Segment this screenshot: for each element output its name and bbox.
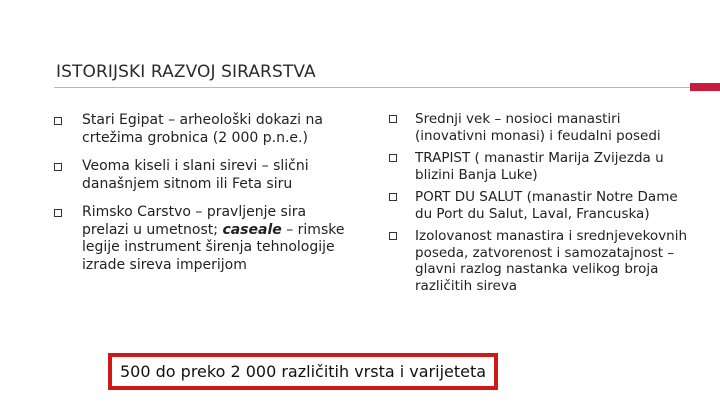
square-bullet-icon xyxy=(389,232,397,240)
square-bullet-icon xyxy=(389,193,397,201)
bullet-text: Izolovanost manastira i srednjevekovnih poseda, zatvorenost i samozatajnost – glavni razlog nastanka velikog broja različitih sireva xyxy=(415,228,688,294)
list-item xyxy=(54,204,354,274)
bullet-text: Veoma kiseli i slani sirevi – slični današnjem sitnom ili Feta siru xyxy=(82,158,309,192)
bullet-text-part: – rimske legije instrument širenja tehnologije izrade sireva imperijom xyxy=(82,221,345,273)
right-bullet-list xyxy=(389,111,689,294)
list-item xyxy=(389,189,689,222)
title-divider xyxy=(54,87,720,88)
slide-title: ISTORIJSKI RAZVOJ SIRARSTVA xyxy=(56,62,316,82)
square-bullet-icon xyxy=(54,209,62,217)
square-bullet-icon xyxy=(54,163,62,171)
list-item xyxy=(389,228,689,294)
list-item xyxy=(54,112,354,147)
list-item xyxy=(54,158,354,193)
list-item xyxy=(389,111,689,144)
left-bullet-list xyxy=(54,112,354,274)
bullet-text: TRAPIST ( manastir Marija Zvijezda u blizini Banja Luke) xyxy=(415,150,664,183)
accent-bar xyxy=(690,83,720,91)
square-bullet-icon xyxy=(389,154,397,162)
list-item xyxy=(389,150,689,183)
square-bullet-icon xyxy=(54,117,62,125)
bullet-text: PORT DU SALUT (manastir Notre Dame du Port du Salut, Laval, Francuska) xyxy=(415,189,678,222)
bullet-text-part: Rimsko Carstvo – pravljenje sira prelazi u umetnost; xyxy=(82,204,307,238)
bullet-text xyxy=(82,204,354,274)
emphasized-term: caseale xyxy=(222,221,282,238)
square-bullet-icon xyxy=(389,115,397,123)
bullet-text: Stari Egipat – arheološki dokazi na crtežima grobnica (2 000 p.n.e.) xyxy=(82,112,323,146)
bullet-text: Srednji vek – nosioci manastiri (inovativni monasi) i feudalni posedi xyxy=(415,111,661,144)
highlight-callout: 500 do preko 2 000 različitih vrsta i varijeteta xyxy=(108,353,498,390)
